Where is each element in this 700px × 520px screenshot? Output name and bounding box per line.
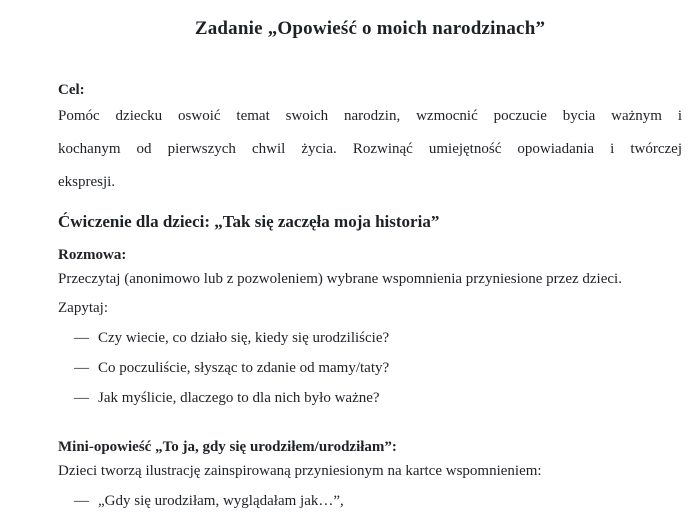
ministory-item [58,486,682,516]
goal-paragraph-line: kochanym od pierwszych chwil życia. Rozwinąć umiejętność opowiadania i twórczej [58,141,682,157]
document-title: Zadanie „Opowieść o moich narodzinach” [194,18,546,39]
ministory-heading: Mini-opowieść „To ja, gdy się urodziłem/urodziłam”: [58,439,397,455]
dash-marker: — [74,493,89,509]
goal-paragraph [58,100,682,199]
talk-heading: Rozmowa: [58,247,127,263]
goal-heading: Cel: [58,82,85,98]
question-item [58,353,682,383]
exercise-section-heading: Ćwiczenie dla dzieci: „Tak się zaczęła moja historia” [58,212,440,231]
dash-marker: — [74,390,89,406]
goal-paragraph-line: ekspresji. [58,174,116,190]
ministory-item-text: „Gdy się urodziłam, wyglądałam jak…”, [98,493,344,509]
question-item [58,383,682,413]
dash-marker: — [74,330,89,346]
questions-list [58,323,682,413]
dash-marker: — [74,360,89,376]
question-text: Co poczuliście, słysząc to zdanie od mamy/taty? [98,360,390,376]
question-item [58,323,682,353]
question-text: Czy wiecie, co działo się, kiedy się urodziliście? [98,330,390,346]
goal-paragraph-line: Pomóc dziecku oswoić temat swoich narodzin, wzmocnić poczucie bycia ważnym i [58,108,682,124]
question-text: Jak myślicie, dlaczego to dla nich było ważne? [98,390,380,406]
ministory-intro: Dzieci tworzą ilustrację zainspirowaną przyniesionym na kartce wspomnieniem: [58,463,542,479]
ministory-list [58,486,682,516]
ask-label: Zapytaj: [58,300,108,316]
talk-instruction: Przeczytaj (anonimowo lub z pozwoleniem) wybrane wspomnienia przyniesione przez dzieci. [58,271,622,287]
